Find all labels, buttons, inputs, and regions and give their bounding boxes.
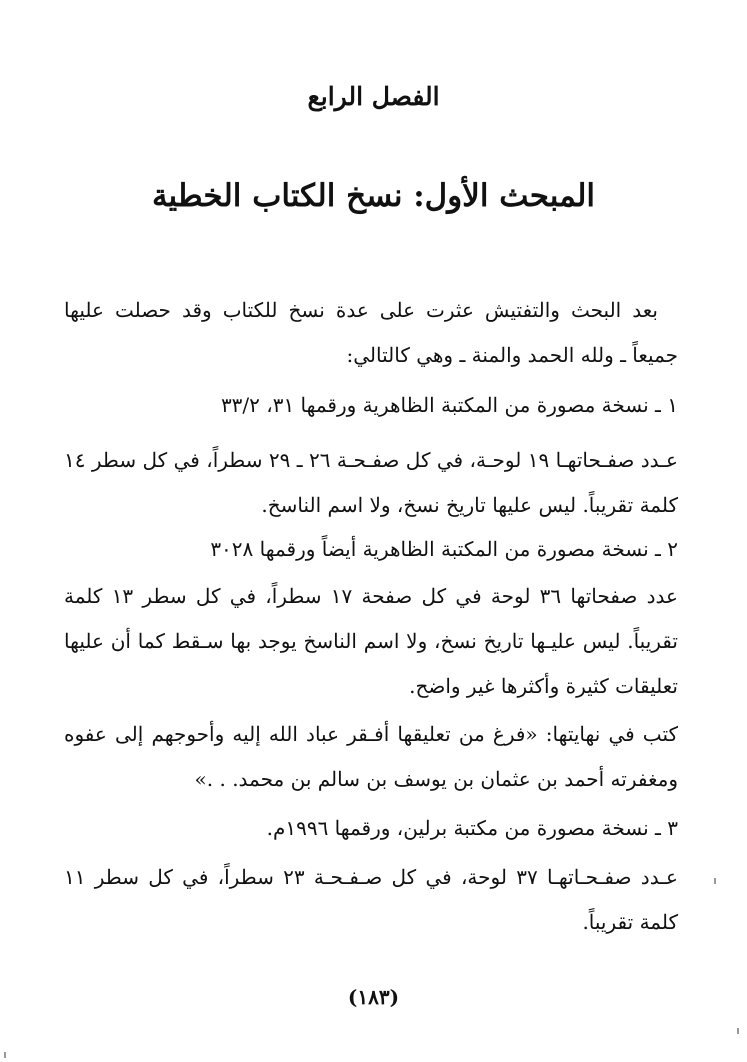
scan-margin-mark bbox=[714, 878, 716, 884]
manuscript-1-description: عـدد صفـحاتهـا ١٩ لوحـة، في كل صفـحـة ٢٦ ـ ٢٩ سطراً، في كل سطر ١٤ كلمة تقريباً. ليس عليها تاريخ نسخ، ولا اسم الناسخ. bbox=[64, 448, 678, 517]
manuscript-3-description: عـدد صفـحـاتهـا ٣٧ لوحة، في كل صـفـحـة ٢٣ سطراً، في كل سطر ١١ كلمة تقريباً. bbox=[64, 865, 678, 934]
manuscript-2-description: عدد صفحاتها ٣٦ لوحة في كل صفحة ١٧ سطراً، في كل سطر ١٣ كلمة تقريباً. ليس عليـها تاريخ نسخ، ولا اسم الناسخ يوجد بها سـقط كما أن عليها تعليقات كثيرة وأكثرها غير واضح. bbox=[64, 584, 678, 698]
manuscript-3-title: ٣ ـ نسخة مصورة من مكتبة برلين، ورقمها ١٩٩٦م. bbox=[266, 816, 678, 840]
scan-margin-mark bbox=[737, 1028, 739, 1034]
intro-paragraph: بعد البحث والتفتيش عثرت على عدة نسخ للكتاب وقد حصلت عليها جميعاً ـ ولله الحمد والمنة ـ وهي كالتالي: bbox=[64, 298, 678, 367]
chapter-title: الفصل الرابع bbox=[307, 82, 440, 111]
manuscript-2-title: ٢ ـ نسخة مصورة من المكتبة الظاهرية أيضاً ورقمها ٣٠٢٨ bbox=[210, 537, 678, 561]
page-number: (١٨٣) bbox=[347, 985, 400, 1009]
section-title: المبحث الأول: نسخ الكتاب الخطية bbox=[151, 178, 596, 214]
manuscript-1-title: ١ ـ نسخة مصورة من المكتبة الظاهرية ورقمها ٣١، ٣٣/٢ bbox=[220, 393, 678, 417]
manuscript-2-colophon: كتب في نهايتها: «فرغ من تعليقها أفـقر عباد الله إليه وأحوجهم إلى عفوه ومغفرته أحمد بن عثمان بن يوسف بن سالم بن محمد. . .» bbox=[64, 722, 678, 791]
scan-margin-mark bbox=[4, 1052, 6, 1058]
